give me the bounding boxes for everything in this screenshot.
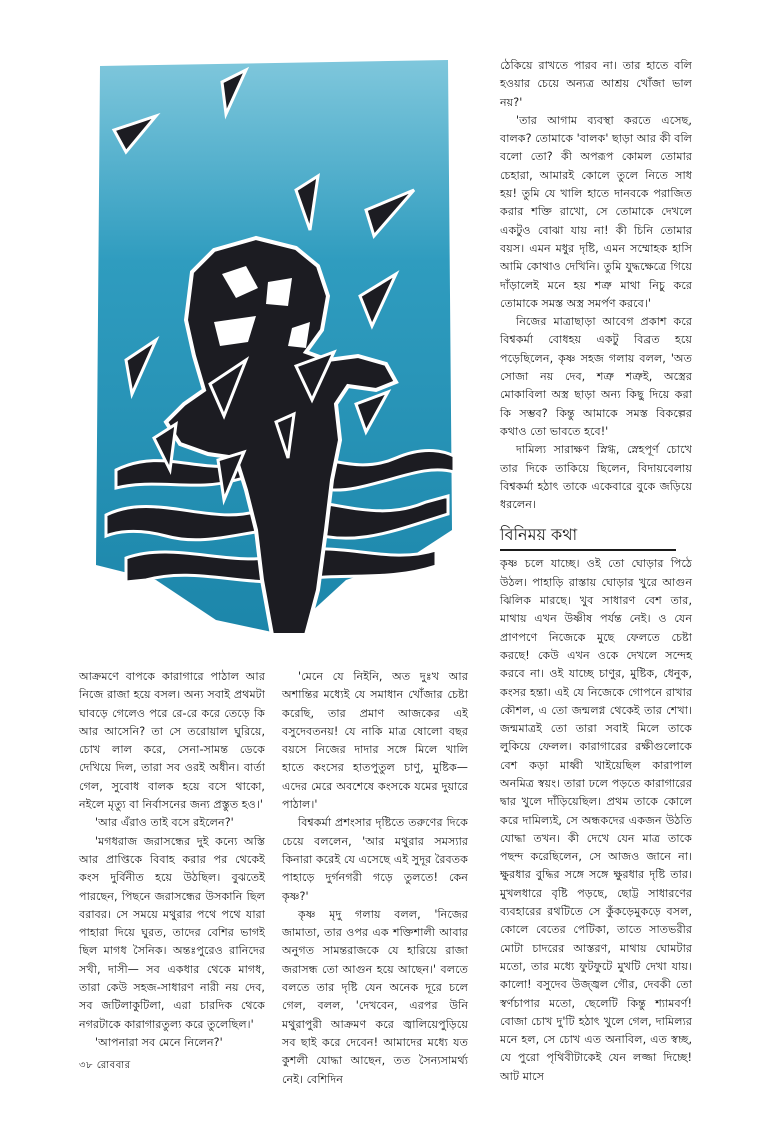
section-heading: বিনিময় কথা	[500, 524, 676, 551]
paragraph: বিশ্বকর্মা প্রশংসার দৃষ্টিতে তরুণের দিকে চেয়ে বললেন, 'আর মথুরার সমস্যার কিনারা করেই যে এসেছে এই সুদূর রৈবতক পাহাড়ে দুর্গনগরী গড়ে তুলতে! কেন কৃষ্ণ?'	[282, 816, 468, 903]
page-number: ৩৮	[79, 1060, 93, 1071]
paragraph: দামিল্য সারাক্ষণ স্নিগ্ধ, স্নেহপূর্ণ চোখে তার দিকে তাকিয়ে ছিলেন, বিদায়বেলায় বিশ্বকর্মা হঠাৎ তাকে একেবারে বুকে জড়িয়ে ধরলেন।	[500, 443, 692, 512]
paragraph: ঠেকিয়ে রাখতে পারব না। তার হাতে বলি হওয়ার চেয়ে অন্যত্র আশ্রয় খোঁজা ভাল নয়?'	[500, 59, 692, 109]
page-footer	[79, 1058, 131, 1075]
stylized-figure-illustration	[96, 60, 454, 642]
paragraph: আক্রমণে বাপকে কারাগারে পাঠাল আর নিজে রাজা হয়ে বসল। অন্য সবাই প্রথমটা ঘাবড়ে গেলেও পরে রে-রে করে তেড়ে কি আর আসেনি? তা সে তরোয়াল ঘুরিয়ে, চোখ লাল করে, সেনা-সামন্ত ডেকে দেখিয়ে দিল, তারা সব ওরই অধীন। বার্তা গেল, সুবোধ বালক হয়ে বসে থাকো, নইলে মৃত্যু বা নির্বাসনের জন্য প্রস্তুত হও।'	[79, 670, 265, 812]
text-column-right	[500, 57, 692, 1083]
illustration	[96, 60, 454, 642]
paragraph: কৃষ্ণ মৃদু গলায় বলল, 'নিজের জামাতা, তার ওপর এক শক্তিশালী আবার অনুগত সামন্তরাজকে যে হারিয়ে রাজা জরাসন্ধ তো আগুন হয়ে আছেন।' বলতে বলতে তার দৃষ্টি যেন অনেক দূরে চলে গেল, বলল, 'দেখবেন, এরপর উনি মথুরাপুরী আক্রমণ করে জ্বালিয়েপুড়িয়ে সব ছাই করে দেবেন! আমাদের মধ্যে যত কুশলী যোদ্ধা আছেন, তত সৈন্যসামর্থ্য নেই। বেশিদিন	[282, 907, 468, 1086]
text-column-left	[79, 668, 265, 1048]
paragraph: নিজের মাত্রাছাড়া আবেগ প্রকাশ করে বিশ্বকর্মা বোধহয় একটু বিব্রত হয়ে পড়েছিলেন, কৃষ্ণ সহজ গলায় বলল, 'অত সোজা নয় দেব, শত্রু শত্রুই, অস্ত্রের মোকাবিলা অস্ত্র ছাড়া অন্য কিছু দিয়ে করা কি সম্ভব? কিন্তু আমাকে সমস্ত বিকল্পের কথাও তো ভাবতে হবে!'	[500, 315, 692, 438]
text-column-middle	[282, 668, 468, 1086]
paragraph: 'আপনারা সব মেনে নিলেন?'	[95, 1035, 223, 1049]
paragraph: কৃষ্ণ চলে যাচ্ছে। ওই তো ঘোড়ার পিঠে উঠল। পাহাড়ি রাস্তায় ঘোড়ার খুরে আগুন ঝিলিক মারছে। খুব সাধারণ বেশ তার, মাথায় এখন উষ্ণীষ পর্যন্ত নেই। ও যেন প্রাণপণে নিজেকে মুছে ফেলতে চেষ্টা করছে! কেউ এখন ওকে দেখলে সন্দেহ করবে না। ওই যাচ্ছে চাণুর, মুষ্টিক, ধেনুক, কংসর হন্তা। এই যে নিজেকে গোপনে রাখার কৌশল, এ তো জন্মলগ্ন থেকেই তার শেখা। জন্মমাত্রই তো তারা সবাই মিলে তাকে লুকিয়ে ফেলল। কারাগারের রক্ষীগুলোকে বেশ কড়া মাধ্বী খাইয়েছিল কারাপাল অনমিত্র স্বয়ং। তারা ঢলে পড়তে কারাগারের দ্বার খুলে দাঁড়িয়েছিল। প্রথম তাকে কোলে করে দামিল্যই, সে অন্ধকদের একজন উঠতি যোদ্ধা তখন। কী দেখে যেন মাত্র তাকে পছন্দ করেছিলেন, সে আজও জানে না। ক্ষুরধার বুদ্ধির সঙ্গে সঙ্গে ক্ষুরধার দৃষ্টি তার। মুখলধারে বৃষ্টি পড়ছে, ছোট্ট সাধারণের ব্যবহারের রথটিতে সে কুঁকড়েমুকড়ে বসল, কোলে বেতের পেটিকা, তাতে সাতভরীর মোটা চাদরের আস্তরণ, মাথায় ঘোমটার মতো, তার মধ্যে ফুটফুটে মুখটি দেখা যায়। কালো! বসুদেব উজ্জ্বল গৌর, দেবকী তো স্বর্ণচাপার মতো, ছেলেটি কিন্তু শ্যামবর্ণ! বোজা চোখ দু'টি হঠাৎ খুলে গেল, দামিল্যর মনে হল, সে চোখ এত অনাবিল, এত স্বচ্ছ, যে পুরো পৃথিবীটাকেই যেন লজ্জা দিচ্ছে! আট মাসে	[500, 557, 692, 1083]
paragraph: 'আর এঁরাও তাই বসে রইলেন?'	[95, 816, 234, 830]
section-name: রোববার	[96, 1060, 131, 1071]
paragraph: 'তার আগাম ব্যবস্থা করতে এসেছ, বালক? তোমাকে 'বালক' ছাড়া আর কী বলি বলো তো? কী অপরূপ কোমল তোমার চেহারা, আমারই কোলে তুলে নিতে সাধ হয়! তুমি যে খালি হাতে দানবকে পরাজিত করার শক্তি রাখো, সে তোমাকে দেখলে একটুও বোঝা যায় না! কী চিনি তোমার বয়স। এমন মধুর দৃষ্টি, এমন সম্মোহক হাসি আমি কোথাও দেখিনি। তুমি যুদ্ধক্ষেত্রে গিয়ে দাঁড়ালেই মনে হয় শত্রু মাথা নিচু করে তোমাকে সমস্ত অস্ত্র সমর্পণ করবে।'	[500, 113, 692, 310]
paragraph: 'মগধরাজ জরাসন্ধের দুই কন্যে অস্তি আর প্রাপ্তিকে বিবাহ করার পর থেকেই কংস দুর্বিনীত হয়ে উঠছিল। বুঝতেই পারছেন, পিছনে জরাসন্ধের উসকানি ছিল বরাবর। সে সময়ে মথুরার পথে পথে যারা পাহারা দিয়ে ঘুরত, তাদের বেশির ভাগই ছিল মাগধ সৈনিক। অন্তঃপুরেও রানিদের সখী, দাসী— সব একধার থেকে মাগধ, তারা কেউ সহজ-সাধারণ নারী নয় দেব, সব জটিলাকুটিলা, এরা চারদিক থেকে নগরটাকে কারাগারতুল্য করে তুলেছিল।'	[79, 834, 265, 1031]
paragraph: 'মেনে যে নিইনি, অত দুঃখ আর অশান্তির মধ্যেই যে সমাধান খোঁজার চেষ্টা করেছি, তার প্রমাণ আজকের এই বসুদেবতনয়! যে নাকি মাত্র ষোলো বছর বয়সে নিজের দাদার সঙ্গে মিলে খালি হাতে কংসের হাতপুতুল চাণু, মুষ্টিক— এদের মেরে অবশেষে কংসকে যমের দুয়ারে পাঠাল।'	[282, 670, 468, 812]
